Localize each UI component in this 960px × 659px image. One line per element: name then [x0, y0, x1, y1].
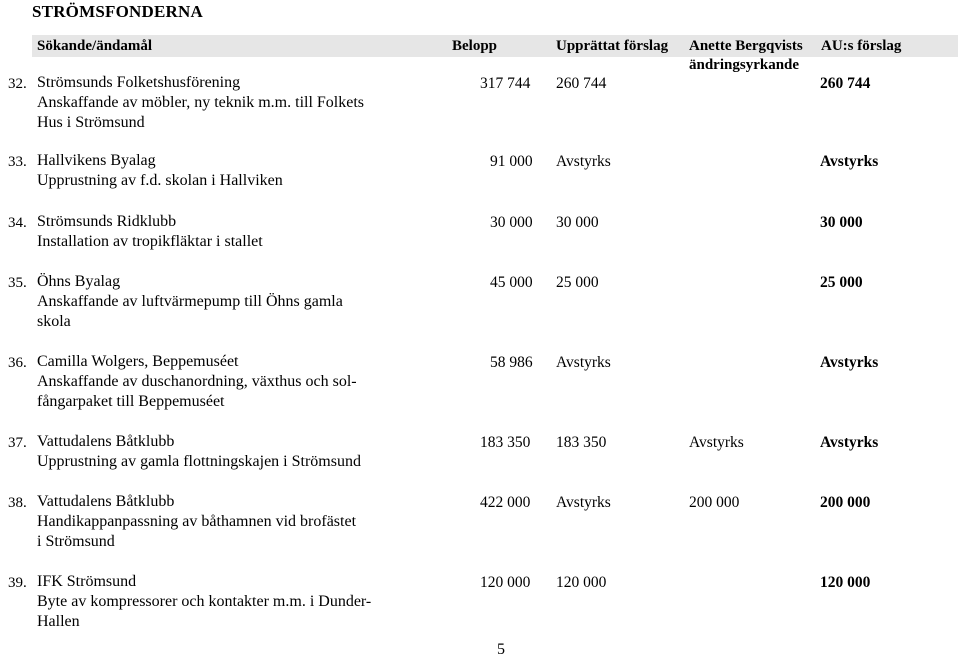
- row-amount: 58 986: [490, 354, 533, 371]
- row-number: 34.: [8, 215, 27, 231]
- row-amount: 183 350: [480, 434, 531, 451]
- row-purpose-line: Installation av tropikfläktar i stallet: [37, 233, 263, 250]
- row-number: 36.: [8, 355, 27, 371]
- row-amount: 422 000: [480, 494, 531, 511]
- row-au-proposal: 30 000: [820, 214, 863, 231]
- header-au-proposal: AU:s förslag: [821, 38, 902, 54]
- row-au-proposal: Avstyrks: [820, 434, 879, 451]
- row-au-proposal: 120 000: [820, 574, 871, 591]
- row-purpose-line: Anskaffande av duschanordning, växthus och sol-: [37, 373, 357, 390]
- row-purpose-line: fångarpaket till Beppemuséet: [37, 393, 225, 410]
- row-purpose-line: Byte av kompressorer och kontakter m.m. i Dunder-: [37, 593, 372, 610]
- row-organization: Strömsunds Ridklubb: [37, 213, 177, 230]
- row-amount: 120 000: [480, 574, 531, 591]
- row-amount: 317 744: [480, 75, 531, 92]
- row-amendment: 200 000: [689, 494, 740, 511]
- row-purpose-line: i Strömsund: [37, 533, 115, 550]
- row-purpose-line: Upprustning av f.d. skolan i Hallviken: [37, 172, 283, 189]
- document-title: STRÖMSFONDERNA: [32, 2, 203, 21]
- row-proposal: 183 350: [556, 434, 607, 451]
- row-proposal: 260 744: [556, 75, 607, 92]
- row-proposal: 30 000: [556, 214, 599, 231]
- row-number: 39.: [8, 575, 27, 591]
- row-organization: Camilla Wolgers, Beppemuséet: [37, 353, 239, 370]
- row-proposal: Avstyrks: [556, 153, 611, 170]
- row-purpose-line: Upprustning av gamla flottningskajen i Strömsund: [37, 453, 361, 470]
- header-amendment: Anette Bergqvists: [689, 38, 803, 54]
- row-number: 38.: [8, 495, 27, 511]
- header-purpose: Sökande/ändamål: [37, 38, 153, 54]
- row-organization: IFK Strömsund: [37, 573, 137, 590]
- row-au-proposal: 25 000: [820, 274, 863, 291]
- row-purpose-line: Anskaffande av luftvärmepump till Öhns gamla: [37, 293, 343, 310]
- row-proposal: Avstyrks: [556, 494, 611, 511]
- row-au-proposal: Avstyrks: [820, 153, 879, 170]
- row-organization: Strömsunds Folketshusförening: [37, 74, 241, 91]
- row-amount: 45 000: [490, 274, 533, 291]
- row-proposal: 25 000: [556, 274, 599, 291]
- row-number: 35.: [8, 275, 27, 291]
- row-amount: 30 000: [490, 214, 533, 231]
- row-au-proposal: 260 744: [820, 75, 871, 92]
- row-organization: Vattudalens Båtklubb: [37, 493, 175, 510]
- row-au-proposal: Avstyrks: [820, 354, 879, 371]
- row-purpose-line: Hallen: [37, 613, 80, 630]
- row-organization: Hallvikens Byalag: [37, 152, 156, 169]
- row-proposal: 120 000: [556, 574, 607, 591]
- page-number: 5: [497, 641, 505, 658]
- row-number: 33.: [8, 154, 27, 170]
- row-purpose-line: Handikappanpassning av båthamnen vid brofästet: [37, 513, 357, 530]
- row-amount: 91 000: [490, 153, 533, 170]
- row-organization: Vattudalens Båtklubb: [37, 433, 175, 450]
- header-amount: Belopp: [452, 38, 498, 54]
- header-amendment-line2: ändringsyrkande: [689, 57, 800, 73]
- row-organization: Öhns Byalag: [37, 273, 121, 290]
- row-purpose-line: Anskaffande av möbler, ny teknik m.m. till Folkets: [37, 94, 365, 111]
- row-purpose-line: skola: [37, 313, 71, 330]
- row-purpose-line: Hus i Strömsund: [37, 114, 145, 131]
- row-au-proposal: 200 000: [820, 494, 871, 511]
- header-proposal: Upprättat förslag: [556, 38, 669, 54]
- row-amendment: Avstyrks: [689, 434, 744, 451]
- row-number: 32.: [8, 76, 27, 92]
- row-number: 37.: [8, 435, 27, 451]
- row-proposal: Avstyrks: [556, 354, 611, 371]
